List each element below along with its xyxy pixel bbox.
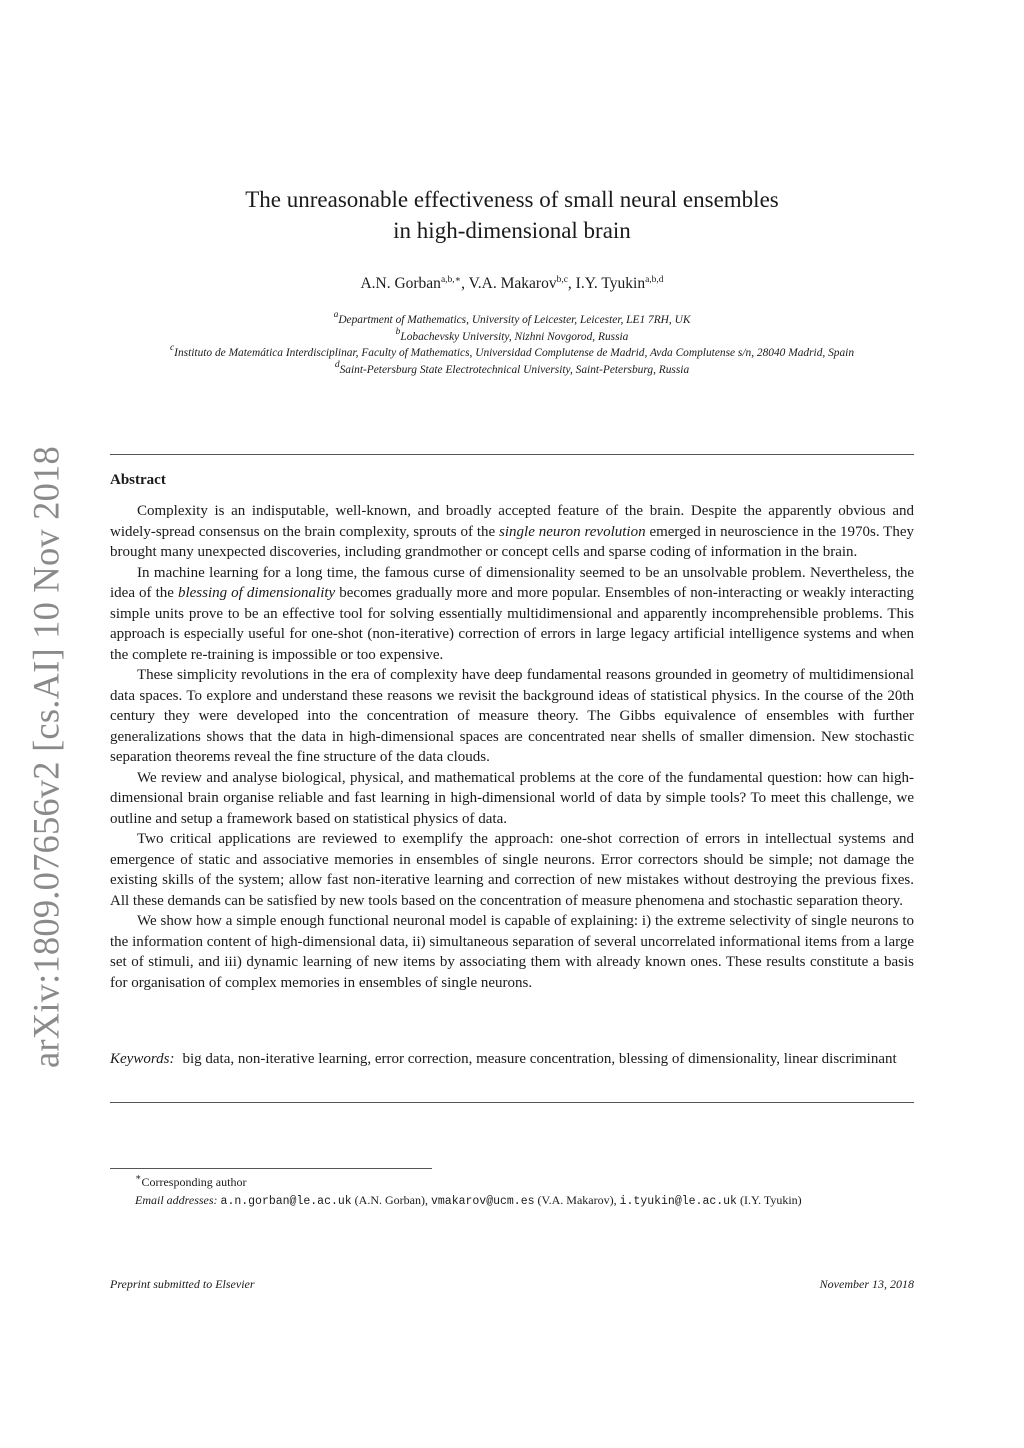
author-tyukin-marks: a,b,d <box>645 275 664 285</box>
affiliation-a: $^a$Department of Mathematics, University of Leicester, Leicester, LE1 7RH, UK <box>333 310 691 326</box>
footer-date: November 13, 2018 <box>819 1277 914 1291</box>
abstract-top-rule <box>110 454 914 455</box>
affiliation-b: $^b$Lobachevsky University, Nizhni Novgorod, Russia <box>395 326 629 343</box>
paper-title <box>0 184 1024 246</box>
email-addresses: Email addresses: a.n.gorban@le.ac.uk (A.N. Gorban), vmakarov@ucm.es (V.A. Makarov), i.tyukin@le.ac.uk (I.Y. Tyukin) <box>135 1193 802 1208</box>
title-line-2: in high-dimensional brain <box>393 218 631 243</box>
author-makarov: V.A. Makarov <box>468 275 557 292</box>
footnotes <box>135 1173 802 1211</box>
keywords-text: big data, non-iterative learning, error correction, measure concentration, blessing of dimensionality, linear discriminant <box>182 1051 897 1067</box>
abstract-bottom-rule <box>110 1102 914 1103</box>
abstract-body <box>110 501 914 993</box>
affiliation-c: $^c$Instituto de Matemática Interdisciplinar, Faculty of Mathematics, Universidad Complutense de Madrid, Avda Complutense s/n, 28040 Madrid, Spain <box>169 343 855 360</box>
abstract-paragraph-1: Complexity is an indisputable, well-known, and broadly accepted feature of the brain. Despite the apparently obvious and widely-spread consensus on the brain complexity, sprouts of the single neuron revolution emerged in neuroscience in the 1970s. They brought many unexpected discoveries, including grandmother or concept cells and sparse coding of information in the brain. <box>110 503 914 560</box>
email-link-gorban[interactable]: a.n.gorban@le.ac.uk <box>220 1195 352 1208</box>
emphasis-single-neuron-revolution: single neuron revolution <box>499 523 646 540</box>
footer-preprint-note: Preprint submitted to Elsevier <box>110 1277 255 1291</box>
title-line-1: The unreasonable effectiveness of small neural ensembles <box>245 187 779 212</box>
email-link-tyukin[interactable]: i.tyukin@le.ac.uk <box>619 1195 737 1208</box>
author-tyukin: I.Y. Tyukin <box>575 275 646 292</box>
abstract-paragraph-2: In machine learning for a long time, the famous curse of dimensionality seemed to be an unsolvable problem. Nevertheless, the idea of the blessing of dimensionality becomes gradually more and more popular. Ensembles of non-interacting or weakly interacting simple units prove to be an effective tool for solving essentially multidimensional and apparently incomprehensible problems. This approach is especially useful for one-shot (non-iterative) correction of errors in large legacy artificial intelligence systems and when the complete re-training is impossible or too expensive. <box>110 564 914 663</box>
author-makarov-marks: b,c <box>556 275 568 285</box>
keywords-label: Keywords: <box>110 1051 175 1067</box>
abstract-paragraph-6: We show how a simple enough functional neuronal model is capable of explaining: i) the extreme selectivity of single neurons to the information content of high-dimensional data, ii) simultaneous separation of several uncorrelated informational items from a large set of stimuli, and iii) dynamic learning of new items by associating them with already known ones. These results constitute a basis for organisation of complex memories in ensembles of single neurons. <box>110 913 914 991</box>
abstract-heading: Abstract <box>110 472 166 488</box>
affiliation-d: $^d$Saint-Petersburg State Electrotechnical University, Saint-Petersburg, Russia <box>334 359 690 376</box>
affiliations <box>110 312 914 378</box>
email-label: Email addresses: <box>135 1193 218 1207</box>
keywords <box>110 1049 914 1070</box>
abstract-paragraph-4: We review and analyse biological, physical, and mathematical problems at the core of the fundamental question: how can high-dimensional brain organise reliable and fast learning in high-dimensional world of data by simple tools? To meet this challenge, we outline and setup a framework based on statistical physics of data. <box>110 769 914 827</box>
author-gorban: A.N. Gorban <box>360 275 441 292</box>
arxiv-identifier-stamp: arXiv:1809.07656v2 [cs.AI] 10 Nov 2018 <box>25 446 67 1068</box>
footnote-rule <box>110 1168 432 1169</box>
abstract-paragraph-5: Two critical applications are reviewed to exemplify the approach: one-shot correction of errors in intellectual systems and emergence of static and associative memories in ensembles of single neurons. Error correctors should be simple; not damage the existing skills of the system; allow fast non-iterative learning and correction of new mistakes without destroying the previous fixes. All these demands can be satisfied by new tools based on the concentration of measure phenomena and stochastic separation theory. <box>110 831 914 909</box>
author-list: A.N. Gorban$^{a,b,∗}$, V.A. Makarov$^{b,c}$, I.Y. Tyukin$^{a,b,d}$ <box>360 275 664 292</box>
corresponding-author-note: ∗Corresponding author <box>135 1173 247 1189</box>
emphasis-blessing-of-dimensionality: blessing of dimensionality <box>177 585 336 601</box>
author-gorban-marks: a,b,∗ <box>440 275 462 285</box>
abstract-paragraph-3: These simplicity revolutions in the era of complexity have deep fundamental reasons grounded in geometry of multidimensional data spaces. To explore and understand these reasons we revisit the background ideas of statistical physics. In the course of the 20th century they were developed into the concentration of measure theory. The Gibbs equivalence of ensembles with further generalizations shows that the data in high-dimensional spaces are concentrated near shells of smaller dimension. New stochastic separation theorems reveal the fine structure of the data clouds. <box>110 667 914 765</box>
email-link-makarov[interactable]: vmakarov@ucm.es <box>430 1195 535 1208</box>
